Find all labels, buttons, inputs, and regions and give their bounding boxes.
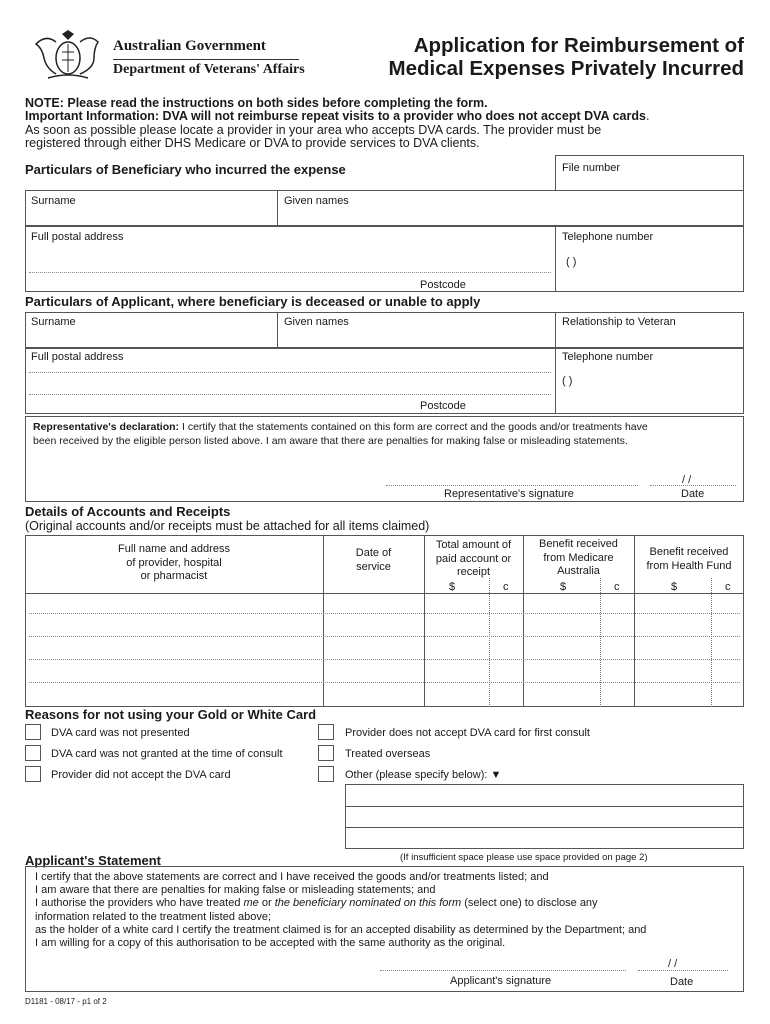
- declaration-line2: been received by the eligible person listed above. I am aware that there are penalties for making false or misleading statements.: [33, 435, 628, 447]
- address-dotted-line: [29, 272, 551, 273]
- gov-name: Australian Government: [113, 38, 266, 54]
- applicant-relationship-field[interactable]: Relationship to Veteran: [562, 316, 676, 328]
- reason-other: Other (please specify below): ▼: [345, 769, 502, 781]
- representative-date-slashes: / /: [682, 474, 692, 486]
- applicant-date-slashes: / /: [668, 958, 678, 970]
- col-provider-line: or pharmacist: [140, 570, 208, 582]
- note-text: NOTE: Please read the instructions on both sides before completing the form.: [25, 96, 488, 110]
- col-medicare-line: Australia: [557, 565, 600, 577]
- checkbox-treated-overseas[interactable]: [318, 745, 334, 761]
- option-me[interactable]: me: [243, 897, 259, 910]
- applicant-signature-label: Applicant's signature: [450, 975, 552, 987]
- col-provider-header: [25, 543, 323, 584]
- cents-divider: [600, 578, 601, 707]
- col-medicare-line: Benefit received: [539, 538, 618, 550]
- divider: [277, 190, 278, 226]
- col-total-line: paid account or: [435, 552, 512, 565]
- dollar-label: $: [449, 581, 456, 593]
- col-healthfund-header: [634, 546, 744, 573]
- cent-label: c: [725, 581, 731, 593]
- representative-signature-label: Representative's signature: [444, 488, 574, 500]
- statement-line: I certify that the above statements are correct and I have received the goods and/or treatments listed; and: [35, 871, 549, 883]
- representative-signature-line[interactable]: [386, 485, 638, 486]
- statement-line: I am willing for a copy of this authorisation to be accepted with the same authority as the original.: [35, 937, 506, 950]
- representative-date-label: Date: [681, 488, 705, 500]
- table-header-divider: [25, 593, 744, 594]
- address-dotted-line: [29, 372, 551, 373]
- col-provider-line: of provider, hospital: [126, 556, 222, 569]
- applicant-telephone-field[interactable]: Telephone number: [562, 351, 654, 363]
- statement-part: I authorise the providers who have treated: [35, 897, 244, 910]
- declaration-text1: I certify that the statements contained on this form are correct and the goods and/or treatments have: [179, 421, 648, 433]
- form-code: D1181 - 08/17 - p1 of 2: [25, 997, 107, 1006]
- dollar-label: $: [560, 581, 567, 593]
- declaration-line1: [33, 421, 648, 433]
- dollar-label: $: [671, 581, 678, 593]
- applicant-heading: Particulars of Applicant, where beneficiary is deceased or unable to apply: [25, 294, 481, 309]
- important-info-text: Important Information: DVA will not reimburse repeat visits to a provider who does not accept DVA cards: [25, 109, 646, 123]
- table-row[interactable]: [29, 613, 740, 614]
- coat-of-arms-logo: [28, 28, 108, 84]
- col-date-header: [323, 547, 424, 574]
- important-info: [25, 109, 649, 123]
- col-medicare-line: from Medicare: [543, 551, 614, 564]
- beneficiary-heading: Particulars of Beneficiary who incurred the expense: [25, 162, 346, 177]
- applicant-phone-paren: ( ): [562, 375, 573, 387]
- statement-line: I am aware that there are penalties for making false or misleading statements; and: [35, 884, 436, 897]
- applicant-postal-address-field[interactable]: Full postal address: [31, 351, 124, 363]
- file-number-label: File number: [562, 162, 621, 174]
- other-reason-field[interactable]: [345, 784, 744, 849]
- reason-first-consult: Provider does not accept DVA card for first consult: [345, 727, 590, 739]
- col-healthfund-line: Benefit received: [649, 546, 729, 558]
- form-title-line1: Application for Reimbursement of: [413, 34, 744, 57]
- divider: [555, 312, 556, 348]
- statement-part: or: [258, 897, 275, 910]
- col-healthfund-line: from Health Fund: [646, 559, 732, 572]
- reason-treated-overseas: Treated overseas: [345, 748, 431, 760]
- statement-heading: Applicant's Statement: [25, 853, 162, 868]
- divider: [555, 348, 556, 414]
- statement-text: [35, 871, 646, 950]
- cent-label: c: [614, 581, 620, 593]
- address-dotted-line: [29, 394, 551, 395]
- declaration-title: Representative's declaration:: [33, 421, 180, 433]
- col-date-line: service: [356, 560, 391, 573]
- other-reason-divider: [345, 806, 744, 807]
- reason-card-not-presented: DVA card was not presented: [51, 727, 190, 739]
- statement-part: (select one) to disclose any: [461, 897, 598, 910]
- statement-line: [35, 897, 646, 910]
- statement-note: (If insufficient space please use space provided on page 2): [400, 852, 648, 863]
- checkbox-other[interactable]: [318, 766, 334, 782]
- col-total-header: [424, 539, 523, 580]
- option-beneficiary[interactable]: the beneficiary nominated on this form: [274, 897, 462, 910]
- col-total-line: Total amount of: [435, 539, 512, 551]
- col-total-line: receipt: [456, 566, 491, 578]
- important-period: .: [645, 109, 650, 123]
- applicant-date-label: Date: [670, 976, 694, 988]
- instruction-line4: registered through either DHS Medicare or DVA to provide services to DVA clients.: [25, 136, 480, 150]
- table-row[interactable]: [29, 659, 740, 660]
- reason-provider-not-accept: Provider did not accept the DVA card: [51, 769, 231, 781]
- instruction-line3: As soon as possible please locate a provider in your area who accepts DVA cards. The provider must be: [25, 123, 602, 137]
- statement-line: as the holder of a white card I certify the treatment claimed is for an accepted disability as determined by the Department; and: [35, 923, 647, 936]
- header-divider: [113, 59, 299, 60]
- statement-line: information related to the treatment listed above;: [35, 910, 272, 923]
- divider: [555, 226, 556, 292]
- beneficiary-given-names-field[interactable]: Given names: [284, 195, 349, 207]
- form-title-line2: Medical Expenses Privately Incurred: [388, 57, 744, 80]
- checkbox-first-consult[interactable]: [318, 724, 334, 740]
- col-medicare-header: [523, 538, 634, 579]
- beneficiary-telephone-field[interactable]: Telephone number: [562, 231, 654, 243]
- applicant-postcode-label: Postcode: [420, 400, 466, 412]
- cents-divider: [489, 578, 490, 707]
- cent-label: c: [503, 581, 509, 593]
- checkbox-card-not-presented[interactable]: [25, 724, 41, 740]
- col-provider-line: Full name and address: [118, 543, 230, 555]
- applicant-date-line[interactable]: [638, 970, 728, 971]
- cents-divider: [711, 578, 712, 707]
- table-row[interactable]: [29, 636, 740, 637]
- checkbox-provider-not-accept[interactable]: [25, 766, 41, 782]
- beneficiary-postcode-label: Postcode: [420, 279, 466, 291]
- beneficiary-surname-field[interactable]: Surname: [31, 195, 76, 207]
- reason-card-not-granted: DVA card was not granted at the time of consult: [51, 748, 283, 760]
- col-date-line: Date of: [355, 547, 392, 559]
- department-name: Department of Veterans' Affairs: [113, 62, 305, 77]
- applicant-given-names-field[interactable]: Given names: [284, 316, 349, 328]
- beneficiary-postal-address-field[interactable]: Full postal address: [31, 231, 124, 243]
- beneficiary-phone-paren: ( ): [566, 256, 577, 268]
- divider: [277, 312, 278, 348]
- accounts-subheading: (Original accounts and/or receipts must be attached for all items claimed): [25, 519, 430, 533]
- applicant-signature-line[interactable]: [380, 970, 626, 971]
- representative-date-line[interactable]: [650, 485, 736, 486]
- checkbox-card-not-granted[interactable]: [25, 745, 41, 761]
- table-row[interactable]: [29, 682, 740, 683]
- accounts-heading: Details of Accounts and Receipts: [25, 504, 231, 519]
- beneficiary-name-box: [25, 190, 744, 226]
- applicant-surname-field[interactable]: Surname: [31, 316, 76, 328]
- reasons-heading: Reasons for not using your Gold or White Card: [25, 707, 317, 722]
- other-reason-divider: [345, 827, 744, 828]
